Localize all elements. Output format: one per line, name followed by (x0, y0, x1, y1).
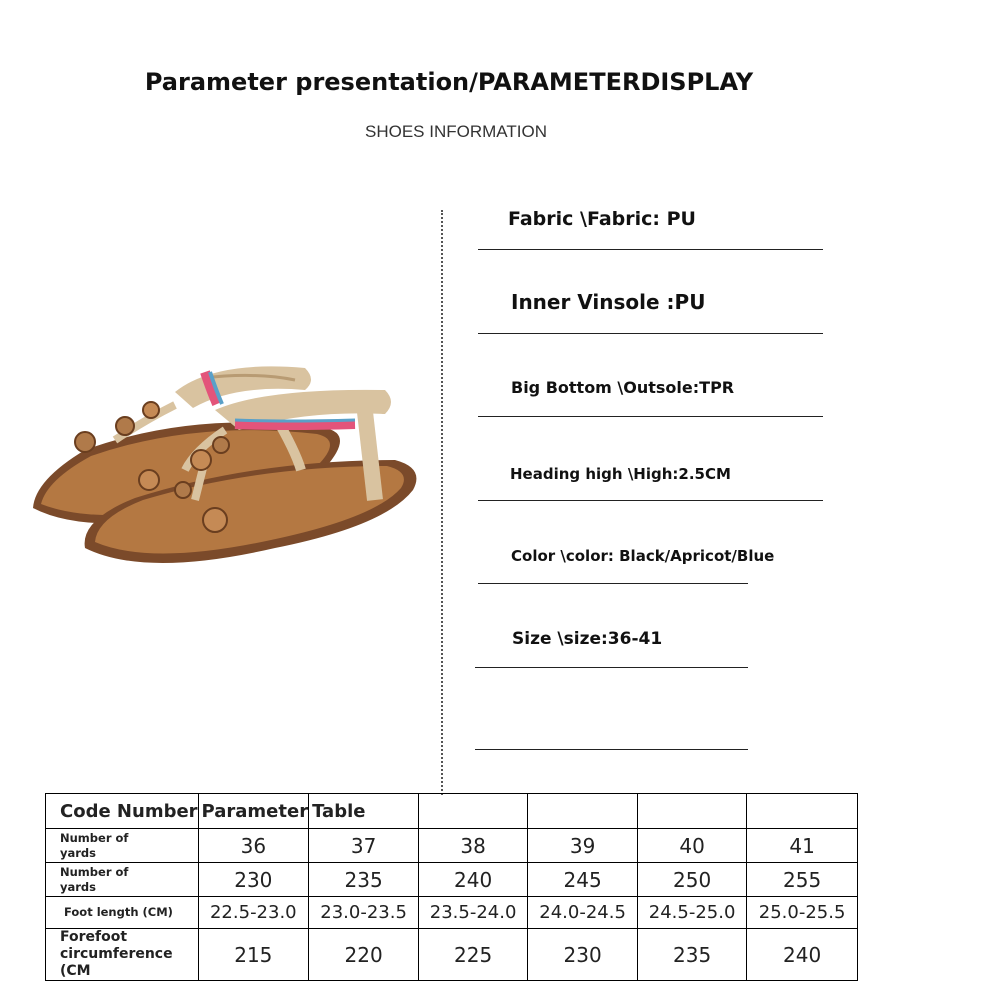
table-cell: 37 (309, 829, 419, 863)
table-header-row (46, 794, 858, 829)
size-parameter-table (45, 793, 858, 981)
table-cell: 41 (747, 829, 858, 863)
table-cell: 215 (198, 929, 309, 981)
table-empty-cell (747, 794, 858, 829)
table-cell: 255 (747, 863, 858, 897)
table-header-cell: Table (309, 794, 419, 829)
table-header-cell: Parameter (198, 794, 309, 829)
table-row (46, 897, 858, 929)
spec-rule (475, 667, 748, 668)
table-cell: 240 (747, 929, 858, 981)
table-cell: 240 (419, 863, 528, 897)
table-cell: 25.0-25.5 (747, 897, 858, 929)
spec-rule (478, 500, 823, 501)
table-cell: 24.0-24.5 (528, 897, 638, 929)
table-cell: 24.5-25.0 (638, 897, 747, 929)
table-row (46, 929, 858, 981)
spec-heel-height: Heading high \High:2.5CM (510, 465, 731, 483)
spec-size: Size \size:36-41 (512, 629, 663, 649)
table-cell: 40 (638, 829, 747, 863)
table-cell: 39 (528, 829, 638, 863)
row-label: Number of yards (46, 863, 199, 897)
spec-outsole: Big Bottom \Outsole:TPR (511, 378, 735, 397)
row-label: Foot length (CM) (46, 897, 199, 929)
table-cell: 22.5-23.0 (198, 897, 309, 929)
row-label: Forefoot circumference (CM (46, 929, 199, 981)
spec-insole: Inner Vinsole :PU (511, 290, 706, 314)
table-cell: 235 (638, 929, 747, 981)
spec-rule (478, 583, 748, 584)
spec-fabric: Fabric \Fabric: PU (508, 208, 696, 230)
page-subtitle: SHOES INFORMATION (365, 122, 547, 141)
spec-rule (478, 416, 823, 417)
table-cell: 230 (528, 929, 638, 981)
sandal-image (25, 350, 425, 590)
table-row (46, 829, 858, 863)
table-row (46, 863, 858, 897)
table-cell: 38 (419, 829, 528, 863)
spec-color: Color \color: Black/Apricot/Blue (511, 547, 775, 565)
table-cell: 245 (528, 863, 638, 897)
spec-rule (478, 249, 823, 250)
table-cell: 225 (419, 929, 528, 981)
vertical-divider (441, 210, 443, 795)
page-title: Parameter presentation/PARAMETERDISPLAY (144, 68, 754, 96)
table-cell: 36 (198, 829, 309, 863)
table-header-cell: Code Number (46, 794, 199, 829)
spec-rule (478, 333, 823, 334)
table-cell: 250 (638, 863, 747, 897)
table-cell: 23.0-23.5 (309, 897, 419, 929)
table-cell: 235 (309, 863, 419, 897)
table-cell: 220 (309, 929, 419, 981)
row-label: Number of yards (46, 829, 199, 863)
table-empty-cell (528, 794, 638, 829)
spec-rule (475, 749, 748, 750)
table-cell: 230 (198, 863, 309, 897)
table-empty-cell (638, 794, 747, 829)
table-cell: 23.5-24.0 (419, 897, 528, 929)
table-empty-cell (419, 794, 528, 829)
